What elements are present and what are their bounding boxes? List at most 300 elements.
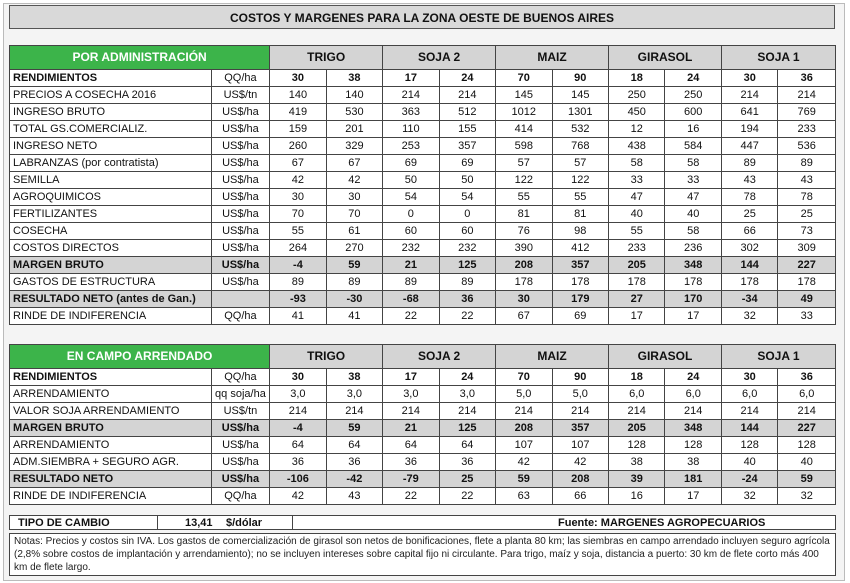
arrendado-table xyxy=(9,344,836,505)
value-cell: 89 xyxy=(439,274,495,291)
value-cell: 36 xyxy=(778,70,836,87)
row-unit: US$/ha xyxy=(211,437,269,454)
row-unit: US$/ha xyxy=(211,189,270,206)
admin-table xyxy=(9,45,836,325)
value-cell: 60 xyxy=(383,223,439,240)
value-cell: 58 xyxy=(665,223,721,240)
row-label: ADM.SIEMBRA + SEGURO AGR. xyxy=(10,454,212,471)
value-cell: 214 xyxy=(496,403,552,420)
value-cell: 40 xyxy=(721,454,777,471)
value-cell: 21 xyxy=(383,257,439,274)
value-cell: 232 xyxy=(439,240,495,257)
crop-header: SOJA 1 xyxy=(721,345,835,369)
value-cell: 30 xyxy=(326,189,382,206)
value-cell: 264 xyxy=(270,240,326,257)
value-cell: 3,0 xyxy=(383,386,439,403)
value-cell: 40 xyxy=(778,454,836,471)
row-unit: US$/ha xyxy=(211,223,270,240)
value-cell: 600 xyxy=(665,104,721,121)
notes: Notas: Precios y costos sin IVA. Los gastos de comercialización de girasol son netos de bonificaciones, flete a planta 80 km; las siembras en campo arrendado incluyen seguro agrícola (2,8% sobre costos de implantación y arrendamiento); no se incluyen intereses sobre capital fijo ni circulante. Para trigo, maíz y soja, distancia a puerto: 30 km de flete corto más 400 km de flete largo. xyxy=(9,533,836,576)
value-cell: 309 xyxy=(778,240,836,257)
value-cell: 178 xyxy=(665,274,721,291)
divider xyxy=(157,515,158,530)
value-cell: 67 xyxy=(496,308,552,325)
value-cell: 38 xyxy=(665,454,721,471)
value-cell: 178 xyxy=(552,274,608,291)
value-cell: 66 xyxy=(721,223,777,240)
value-cell: 584 xyxy=(665,138,721,155)
row-label: AGROQUIMICOS xyxy=(10,189,212,206)
value-cell: 6,0 xyxy=(721,386,777,403)
value-cell: 67 xyxy=(326,155,382,172)
value-cell: 145 xyxy=(496,87,552,104)
value-cell: 17 xyxy=(609,308,665,325)
value-cell: 30 xyxy=(270,189,326,206)
value-cell: 70 xyxy=(270,206,326,223)
value-cell: 214 xyxy=(552,403,608,420)
row-unit: QQ/ha xyxy=(211,70,270,87)
value-cell: 201 xyxy=(326,121,382,138)
value-cell: 260 xyxy=(270,138,326,155)
value-cell: 641 xyxy=(721,104,777,121)
value-cell: 49 xyxy=(778,291,836,308)
exchange-rate-label: TIPO DE CAMBIO xyxy=(18,517,110,529)
value-cell: 5,0 xyxy=(496,386,552,403)
value-cell: 42 xyxy=(270,172,326,189)
value-cell: 178 xyxy=(721,274,777,291)
value-cell: 69 xyxy=(552,308,608,325)
row-unit: US$/ha xyxy=(211,274,270,291)
value-cell: 43 xyxy=(778,172,836,189)
value-cell: -79 xyxy=(383,471,439,488)
row-unit: US$/ha xyxy=(211,172,270,189)
value-cell: 205 xyxy=(609,257,665,274)
row-unit: QQ/ha xyxy=(211,488,269,505)
table-row xyxy=(10,155,836,172)
value-cell: 24 xyxy=(439,369,495,386)
value-cell: 40 xyxy=(609,206,665,223)
value-cell: 39 xyxy=(609,471,665,488)
value-cell: 50 xyxy=(439,172,495,189)
value-cell: 1012 xyxy=(496,104,552,121)
value-cell: 236 xyxy=(665,240,721,257)
table-row xyxy=(10,308,836,325)
table-row xyxy=(10,471,836,488)
value-cell: -34 xyxy=(721,291,777,308)
value-cell: 357 xyxy=(439,138,495,155)
value-cell: 43 xyxy=(721,172,777,189)
value-cell: 22 xyxy=(439,308,495,325)
value-cell: 59 xyxy=(778,471,836,488)
row-label: MARGEN BRUTO xyxy=(10,257,212,274)
value-cell: -4 xyxy=(270,257,326,274)
value-cell: 30 xyxy=(270,369,326,386)
value-cell: 64 xyxy=(383,437,439,454)
value-cell: 30 xyxy=(270,70,326,87)
value-cell: 89 xyxy=(270,274,326,291)
row-label: PRECIOS A COSECHA 2016 xyxy=(10,87,212,104)
value-cell: 769 xyxy=(778,104,836,121)
value-cell: 32 xyxy=(721,308,777,325)
value-cell: 348 xyxy=(665,420,721,437)
value-cell: 70 xyxy=(326,206,382,223)
value-cell: 140 xyxy=(326,87,382,104)
page-title: COSTOS Y MARGENES PARA LA ZONA OESTE DE BUENOS AIRES xyxy=(9,5,835,29)
crop-header: SOJA 1 xyxy=(721,46,835,70)
value-cell: 47 xyxy=(609,189,665,206)
row-label: ARRENDAMIENTO xyxy=(10,437,212,454)
value-cell: 122 xyxy=(552,172,608,189)
value-cell: 214 xyxy=(383,403,439,420)
value-cell: 42 xyxy=(270,488,326,505)
row-unit xyxy=(211,291,270,308)
exchange-rate-bar xyxy=(9,515,836,530)
value-cell: 73 xyxy=(778,223,836,240)
value-cell: 178 xyxy=(609,274,665,291)
value-cell: 42 xyxy=(326,172,382,189)
crop-header: TRIGO xyxy=(270,345,383,369)
value-cell: 69 xyxy=(439,155,495,172)
value-cell: 58 xyxy=(609,155,665,172)
value-cell: 63 xyxy=(496,488,552,505)
row-unit: US$/ha xyxy=(211,206,270,223)
value-cell: 61 xyxy=(326,223,382,240)
row-unit: US$/ha xyxy=(211,240,270,257)
value-cell: 419 xyxy=(270,104,326,121)
value-cell: 78 xyxy=(778,189,836,206)
value-cell: 42 xyxy=(496,454,552,471)
value-cell: 89 xyxy=(721,155,777,172)
value-cell: 89 xyxy=(778,155,836,172)
value-cell: 412 xyxy=(552,240,608,257)
crop-header: SOJA 2 xyxy=(383,345,496,369)
value-cell: 144 xyxy=(721,420,777,437)
value-cell: 57 xyxy=(552,155,608,172)
value-cell: 214 xyxy=(439,403,495,420)
row-label: TOTAL GS.COMERCIALIZ. xyxy=(10,121,212,138)
table-row xyxy=(10,386,836,403)
value-cell: 22 xyxy=(439,488,495,505)
row-unit: qq soja/ha xyxy=(211,386,269,403)
table-row xyxy=(10,369,836,386)
value-cell: 98 xyxy=(552,223,608,240)
value-cell: -93 xyxy=(270,291,326,308)
value-cell: 25 xyxy=(439,471,495,488)
value-cell: 512 xyxy=(439,104,495,121)
value-cell: 90 xyxy=(552,70,608,87)
value-cell: 107 xyxy=(552,437,608,454)
value-cell: 0 xyxy=(383,206,439,223)
value-cell: 25 xyxy=(778,206,836,223)
row-unit: US$/ha xyxy=(211,471,269,488)
value-cell: 181 xyxy=(665,471,721,488)
value-cell: 144 xyxy=(721,257,777,274)
value-cell: 67 xyxy=(270,155,326,172)
value-cell: 17 xyxy=(383,70,439,87)
table-row xyxy=(10,87,836,104)
section-header: EN CAMPO ARRENDADO xyxy=(10,345,270,369)
row-label: COSTOS DIRECTOS xyxy=(10,240,212,257)
table-row xyxy=(10,437,836,454)
value-cell: 17 xyxy=(665,308,721,325)
value-cell: 22 xyxy=(383,308,439,325)
value-cell: 5,0 xyxy=(552,386,608,403)
row-label: RESULTADO NETO (antes de Gan.) xyxy=(10,291,212,308)
value-cell: 41 xyxy=(270,308,326,325)
value-cell: 36 xyxy=(383,454,439,471)
section-header: POR ADMINISTRACIÓN xyxy=(10,46,270,70)
table-row xyxy=(10,223,836,240)
value-cell: 159 xyxy=(270,121,326,138)
row-unit: QQ/ha xyxy=(211,369,269,386)
value-cell: -42 xyxy=(326,471,382,488)
value-cell: 125 xyxy=(439,257,495,274)
value-cell: 22 xyxy=(383,488,439,505)
value-cell: 270 xyxy=(326,240,382,257)
row-label: COSECHA xyxy=(10,223,212,240)
value-cell: 348 xyxy=(665,257,721,274)
value-cell: 208 xyxy=(496,257,552,274)
value-cell: 363 xyxy=(383,104,439,121)
value-cell: 208 xyxy=(552,471,608,488)
value-cell: 32 xyxy=(778,488,836,505)
value-cell: 36 xyxy=(326,454,382,471)
value-cell: 233 xyxy=(778,121,836,138)
value-cell: 33 xyxy=(778,308,836,325)
value-cell: 768 xyxy=(552,138,608,155)
row-label: MARGEN BRUTO xyxy=(10,420,212,437)
value-cell: 227 xyxy=(778,257,836,274)
row-unit: US$/tn xyxy=(211,403,269,420)
value-cell: 447 xyxy=(721,138,777,155)
value-cell: 214 xyxy=(439,87,495,104)
value-cell: 47 xyxy=(665,189,721,206)
value-cell: 18 xyxy=(609,369,665,386)
table-row xyxy=(10,291,836,308)
row-unit: US$/ha xyxy=(211,454,269,471)
value-cell: 66 xyxy=(552,488,608,505)
table-row xyxy=(10,70,836,87)
value-cell: 232 xyxy=(383,240,439,257)
row-unit: US$/tn xyxy=(211,87,270,104)
value-cell: 414 xyxy=(496,121,552,138)
row-unit: US$/ha xyxy=(211,138,270,155)
value-cell: 50 xyxy=(383,172,439,189)
value-cell: 6,0 xyxy=(778,386,836,403)
value-cell: 12 xyxy=(609,121,665,138)
value-cell: 438 xyxy=(609,138,665,155)
value-cell: 36 xyxy=(778,369,836,386)
value-cell: 302 xyxy=(721,240,777,257)
value-cell: 107 xyxy=(496,437,552,454)
value-cell: -4 xyxy=(270,420,326,437)
value-cell: 125 xyxy=(439,420,495,437)
value-cell: 81 xyxy=(552,206,608,223)
value-cell: 30 xyxy=(496,291,552,308)
table-row xyxy=(10,274,836,291)
row-unit: US$/ha xyxy=(211,257,270,274)
value-cell: 59 xyxy=(326,420,382,437)
value-cell: 16 xyxy=(609,488,665,505)
value-cell: 214 xyxy=(609,403,665,420)
value-cell: -24 xyxy=(721,471,777,488)
value-cell: 214 xyxy=(778,403,836,420)
value-cell: 6,0 xyxy=(665,386,721,403)
value-cell: 357 xyxy=(552,420,608,437)
row-label: LABRANZAS (por contratista) xyxy=(10,155,212,172)
value-cell: 178 xyxy=(496,274,552,291)
value-cell: 24 xyxy=(665,369,721,386)
row-unit: QQ/ha xyxy=(211,308,270,325)
value-cell: 78 xyxy=(721,189,777,206)
value-cell: 60 xyxy=(439,223,495,240)
value-cell: 122 xyxy=(496,172,552,189)
value-cell: 30 xyxy=(721,369,777,386)
table-row xyxy=(10,240,836,257)
value-cell: 530 xyxy=(326,104,382,121)
value-cell: 214 xyxy=(721,403,777,420)
table-row xyxy=(10,172,836,189)
value-cell: 33 xyxy=(665,172,721,189)
value-cell: 36 xyxy=(439,291,495,308)
value-cell: 250 xyxy=(665,87,721,104)
value-cell: 250 xyxy=(609,87,665,104)
value-cell: 33 xyxy=(609,172,665,189)
row-label: RINDE DE INDIFERENCIA xyxy=(10,488,212,505)
value-cell: 214 xyxy=(665,403,721,420)
crop-header: SOJA 2 xyxy=(383,46,496,70)
table-row xyxy=(10,257,836,274)
row-label: ARRENDAMIENTO xyxy=(10,386,212,403)
value-cell: 24 xyxy=(665,70,721,87)
table-row xyxy=(10,104,836,121)
row-label: SEMILLA xyxy=(10,172,212,189)
value-cell: 42 xyxy=(552,454,608,471)
row-label: VALOR SOJA ARRENDAMIENTO xyxy=(10,403,212,420)
value-cell: 17 xyxy=(665,488,721,505)
value-cell: 205 xyxy=(609,420,665,437)
value-cell: 214 xyxy=(270,403,326,420)
value-cell: 128 xyxy=(778,437,836,454)
value-cell: 64 xyxy=(270,437,326,454)
value-cell: 214 xyxy=(721,87,777,104)
value-cell: 89 xyxy=(326,274,382,291)
value-cell: 6,0 xyxy=(609,386,665,403)
value-cell: 1301 xyxy=(552,104,608,121)
table-row xyxy=(10,403,836,420)
value-cell: 155 xyxy=(439,121,495,138)
value-cell: 64 xyxy=(439,437,495,454)
value-cell: 38 xyxy=(609,454,665,471)
value-cell: 253 xyxy=(383,138,439,155)
value-cell: 55 xyxy=(609,223,665,240)
value-cell: 145 xyxy=(552,87,608,104)
value-cell: 390 xyxy=(496,240,552,257)
value-cell: 64 xyxy=(326,437,382,454)
row-unit: US$/ha xyxy=(211,420,269,437)
value-cell: 58 xyxy=(665,155,721,172)
crop-header: MAIZ xyxy=(496,345,609,369)
table-row xyxy=(10,206,836,223)
crop-header: GIRASOL xyxy=(609,46,722,70)
value-cell: 40 xyxy=(665,206,721,223)
value-cell: 90 xyxy=(552,369,608,386)
value-cell: 128 xyxy=(665,437,721,454)
table-row xyxy=(10,488,836,505)
value-cell: 32 xyxy=(721,488,777,505)
value-cell: 140 xyxy=(270,87,326,104)
row-label: INGRESO BRUTO xyxy=(10,104,212,121)
row-unit: US$/ha xyxy=(211,155,270,172)
value-cell: 43 xyxy=(326,488,382,505)
value-cell: 30 xyxy=(721,70,777,87)
value-cell: 3,0 xyxy=(270,386,326,403)
value-cell: 54 xyxy=(439,189,495,206)
value-cell: 536 xyxy=(778,138,836,155)
value-cell: 25 xyxy=(721,206,777,223)
value-cell: 178 xyxy=(778,274,836,291)
row-unit: US$/ha xyxy=(211,104,270,121)
value-cell: 214 xyxy=(383,87,439,104)
exchange-rate-value: 13,41 xyxy=(185,517,213,529)
value-cell: 54 xyxy=(383,189,439,206)
value-cell: 227 xyxy=(778,420,836,437)
value-cell: 0 xyxy=(439,206,495,223)
value-cell: 59 xyxy=(326,257,382,274)
value-cell: 59 xyxy=(496,471,552,488)
value-cell: 208 xyxy=(496,420,552,437)
row-label: RESULTADO NETO xyxy=(10,471,212,488)
value-cell: 70 xyxy=(496,70,552,87)
table-row xyxy=(10,121,836,138)
value-cell: 329 xyxy=(326,138,382,155)
crop-header: TRIGO xyxy=(270,46,383,70)
value-cell: 194 xyxy=(721,121,777,138)
value-cell: 110 xyxy=(383,121,439,138)
value-cell: 170 xyxy=(665,291,721,308)
value-cell: 55 xyxy=(496,189,552,206)
value-cell: 18 xyxy=(609,70,665,87)
row-label: RINDE DE INDIFERENCIA xyxy=(10,308,212,325)
value-cell: 128 xyxy=(721,437,777,454)
value-cell: 36 xyxy=(270,454,326,471)
value-cell: 357 xyxy=(552,257,608,274)
value-cell: 3,0 xyxy=(439,386,495,403)
row-unit: US$/ha xyxy=(211,121,270,138)
exchange-rate-unit: $/dólar xyxy=(226,517,263,529)
value-cell: 41 xyxy=(326,308,382,325)
value-cell: 57 xyxy=(496,155,552,172)
value-cell: 214 xyxy=(326,403,382,420)
value-cell: -106 xyxy=(270,471,326,488)
crop-header: MAIZ xyxy=(496,46,609,70)
value-cell: 55 xyxy=(552,189,608,206)
value-cell: 55 xyxy=(270,223,326,240)
value-cell: 24 xyxy=(439,70,495,87)
value-cell: 233 xyxy=(609,240,665,257)
row-label: GASTOS DE ESTRUCTURA xyxy=(10,274,212,291)
table-row xyxy=(10,138,836,155)
value-cell: 70 xyxy=(496,369,552,386)
row-label: INGRESO NETO xyxy=(10,138,212,155)
value-cell: 69 xyxy=(383,155,439,172)
value-cell: 532 xyxy=(552,121,608,138)
value-cell: 17 xyxy=(383,369,439,386)
value-cell: 76 xyxy=(496,223,552,240)
value-cell: 27 xyxy=(609,291,665,308)
value-cell: 3,0 xyxy=(326,386,382,403)
divider xyxy=(292,515,293,530)
